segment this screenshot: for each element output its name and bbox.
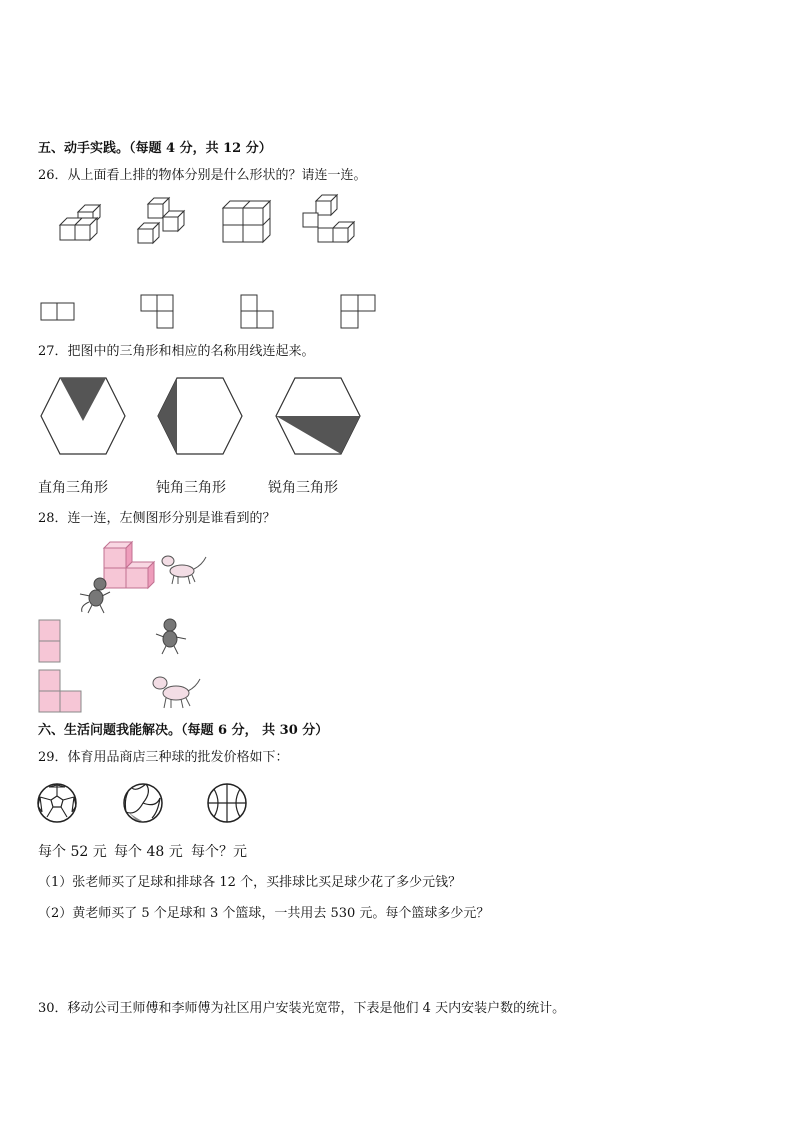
- volleyball-price: 每个 48 元: [114, 844, 183, 860]
- question-27-text: 27．把图中的三角形和相应的名称用线连起来。: [38, 344, 315, 359]
- triangle-label-right: 直角三角形: [38, 480, 108, 496]
- question-26-text: 26．从上面看上排的物体分别是什么形状的？请连一连。: [38, 168, 367, 183]
- question-29-part-2: （2）黄老师买了 5 个足球和 3 个篮球，一共用去 530 元。每个篮球多少元？: [38, 906, 490, 921]
- triangle-label-acute: 锐角三角形: [268, 480, 338, 496]
- monkey-figure-right: [152, 617, 190, 657]
- top-view-option-2[interactable]: [140, 294, 176, 330]
- top-view-option-4[interactable]: [340, 294, 378, 330]
- football-price: 每个 52 元: [38, 844, 107, 860]
- top-view-option-3[interactable]: [240, 294, 276, 330]
- volleyball-icon: [122, 782, 164, 824]
- solid-shape-3: [220, 198, 272, 246]
- question-30-text: 30．移动公司王师傅和李师傅为社区用户安装光宽带，下表是他们 4 天内安装户数的统计。: [38, 1001, 566, 1016]
- solid-shape-4: [300, 193, 356, 247]
- solid-shape-1: [55, 203, 105, 245]
- question-29-part-1: （1）张老师买了足球和排球各 12 个，买排球比买足球少花了多少元钱？: [38, 875, 462, 890]
- top-view-option-1[interactable]: [40, 302, 76, 322]
- view-option-column[interactable]: [38, 619, 62, 663]
- section-five-heading: 五、动手实践。（每题 4 分，共 12 分）: [38, 141, 272, 156]
- basketball-price: 每个？元: [191, 844, 247, 860]
- solid-shape-2: [135, 196, 191, 248]
- triangle-label-obtuse: 钝角三角形: [156, 480, 226, 496]
- football-icon: [36, 782, 78, 824]
- hexagon-figure-1: [38, 376, 128, 456]
- dog-figure-top: [160, 551, 208, 587]
- question-28-text: 28．连一连，左侧图形分别是谁看到的？: [38, 511, 276, 526]
- basketball-icon: [206, 782, 248, 824]
- hexagon-figure-2: [155, 376, 245, 456]
- view-option-l-shape[interactable]: [38, 669, 84, 713]
- monkey-figure-left: [76, 576, 114, 616]
- section-six-heading: 六、生活问题我能解决。（每题 6 分， 共 30 分）: [38, 723, 329, 738]
- question-29-text: 29．体育用品商店三种球的批发价格如下：: [38, 750, 289, 765]
- dog-figure-bottom: [150, 671, 202, 711]
- hexagon-figure-3: [273, 376, 363, 456]
